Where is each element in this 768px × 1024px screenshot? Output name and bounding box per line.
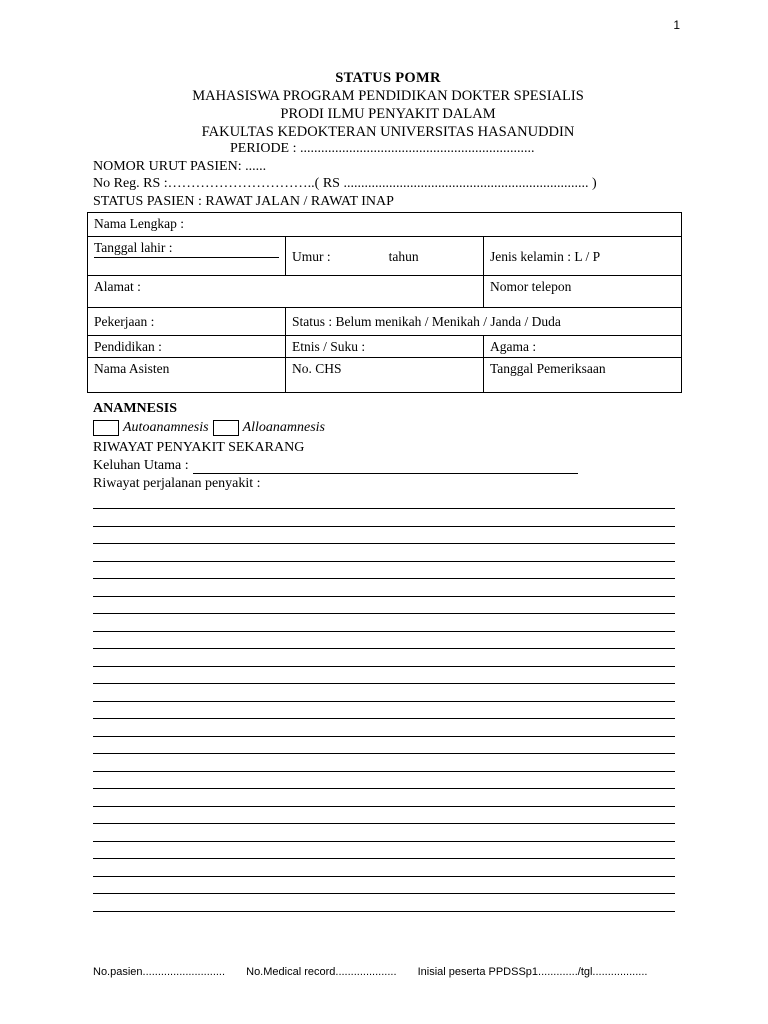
writing-line	[93, 876, 675, 877]
pendidikan-cell[interactable]	[88, 336, 286, 358]
document-title: STATUS POMR	[335, 70, 441, 86]
footer-no-pasien: No.pasien...........................	[93, 966, 226, 978]
riwayat-perjalanan-label: Riwayat perjalanan penyakit :	[93, 476, 261, 491]
umur-label: Umur :	[291, 248, 331, 264]
status-nikah-label: Status : Belum menikah / Menikah / Janda / Duda	[291, 314, 561, 329]
alloanamnesis-label: Alloanamnesis	[242, 420, 326, 435]
writing-line	[93, 806, 675, 807]
header-line-fakultas: FAKULTAS KEDOKTERAN UNIVERSITAS HASANUDDIN	[201, 124, 575, 140]
writing-line	[93, 736, 675, 737]
etnis-cell[interactable]	[285, 336, 483, 358]
writing-line	[93, 753, 675, 754]
writing-line	[93, 893, 675, 894]
writing-line	[93, 858, 675, 859]
header-line-program: MAHASISWA PROGRAM PENDIDIKAN DOKTER SPESIALIS	[192, 88, 584, 104]
tahun-label: tahun	[388, 248, 419, 264]
patient-info-table	[87, 212, 682, 393]
writing-line	[93, 543, 675, 544]
umur-cell[interactable]	[285, 237, 483, 276]
writing-line	[93, 683, 675, 684]
status-nikah-cell[interactable]	[285, 308, 681, 336]
no-reg-field[interactable]: No Reg. RS :…………………………..( RS ...................................................................... )	[93, 176, 597, 191]
tanggal-lahir-underline	[94, 256, 279, 258]
pekerjaan-cell[interactable]	[88, 308, 286, 336]
writing-line	[93, 841, 675, 842]
alloanamnesis-checkbox[interactable]	[213, 420, 239, 436]
tanggal-pemeriksaan-cell[interactable]	[483, 358, 681, 393]
status-pasien-field[interactable]: STATUS PASIEN : RAWAT JALAN / RAWAT INAP	[93, 194, 394, 209]
nomor-telepon-cell[interactable]	[483, 276, 681, 308]
page-number: 1	[673, 18, 680, 32]
no-chs-cell[interactable]	[285, 358, 483, 393]
autoanamnesis-label: Autoanamnesis	[123, 420, 209, 435]
jenis-kelamin-cell[interactable]	[483, 237, 681, 276]
writing-line	[93, 701, 675, 702]
alamat-cell[interactable]	[88, 276, 484, 308]
footer-inisial-peserta: Inisial peserta PPDSSp1............./tgl..................	[417, 966, 648, 978]
keluhan-utama-label: Keluhan Utama :	[93, 458, 189, 473]
etnis-label: Etnis / Suku :	[291, 339, 366, 354]
writing-line	[93, 771, 675, 772]
autoanamnesis-checkbox[interactable]	[93, 420, 119, 436]
periode-field[interactable]: PERIODE : ...................................................................	[230, 141, 535, 156]
jenis-kelamin-label: Jenis kelamin : L / P	[489, 248, 601, 264]
writing-line	[93, 718, 675, 719]
no-chs-label: No. CHS	[291, 361, 342, 376]
document-header	[93, 69, 683, 141]
footer-no-medical-record: No.Medical record....................	[246, 966, 397, 978]
nama-asisten-label: Nama Asisten	[94, 361, 170, 376]
keluhan-utama-field[interactable]	[93, 458, 578, 474]
agama-label: Agama :	[489, 339, 537, 354]
nomor-telepon-label: Nomor telepon	[489, 279, 572, 294]
riwayat-penyakit-sekarang-heading: RIWAYAT PENYAKIT SEKARANG	[93, 440, 305, 455]
alamat-label: Alamat :	[94, 279, 141, 294]
agama-cell[interactable]	[483, 336, 681, 358]
tanggal-lahir-label: Tanggal lahir :	[94, 240, 173, 255]
writing-line	[93, 911, 675, 912]
writing-line	[93, 508, 675, 509]
nama-lengkap-label: Nama Lengkap :	[94, 216, 184, 231]
writing-line	[93, 526, 675, 527]
writing-line	[93, 666, 675, 667]
writing-line	[93, 648, 675, 649]
writing-line	[93, 596, 675, 597]
anamnesis-type-options	[93, 420, 329, 436]
writing-line	[93, 631, 675, 632]
nama-lengkap-cell[interactable]	[88, 213, 682, 237]
writing-line	[93, 823, 675, 824]
nomor-urut-field[interactable]: NOMOR URUT PASIEN: ......	[93, 159, 267, 174]
writing-line	[93, 613, 675, 614]
pekerjaan-label: Pekerjaan :	[94, 314, 155, 329]
nama-asisten-cell[interactable]	[88, 358, 286, 393]
page-footer	[93, 966, 665, 978]
header-line-prodi: PRODI ILMU PENYAKIT DALAM	[280, 106, 496, 122]
anamnesis-title: ANAMNESIS	[93, 401, 178, 416]
keluhan-utama-underline	[193, 461, 578, 474]
writing-line	[93, 788, 675, 789]
tanggal-lahir-cell[interactable]	[88, 237, 286, 276]
writing-line	[93, 561, 675, 562]
writing-line	[93, 578, 675, 579]
pendidikan-label: Pendidikan :	[94, 339, 162, 354]
tanggal-pemeriksaan-label: Tanggal Pemeriksaan	[489, 361, 606, 376]
